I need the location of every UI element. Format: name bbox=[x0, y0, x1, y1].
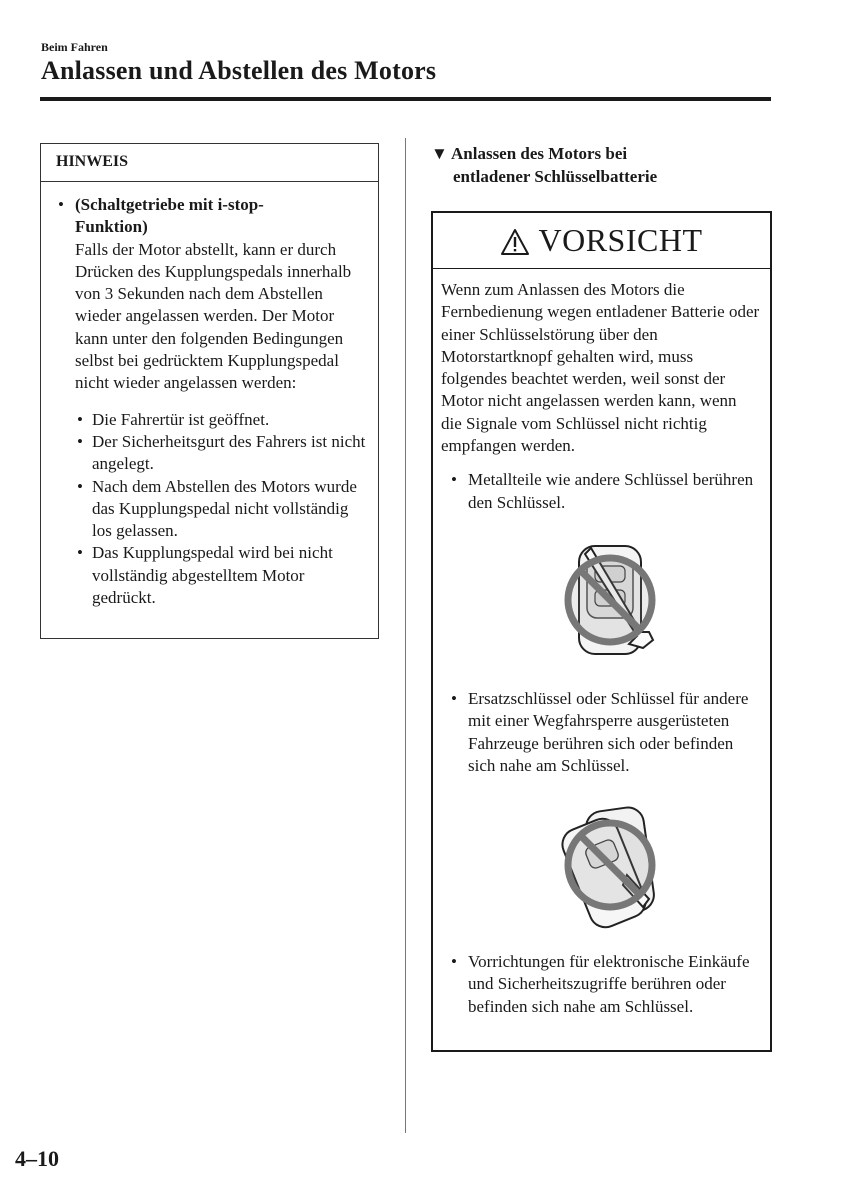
note-heading bbox=[75, 194, 366, 239]
caution-header bbox=[433, 213, 770, 269]
note-box bbox=[40, 143, 379, 639]
bullet-dot: • bbox=[451, 952, 457, 972]
section-heading bbox=[431, 143, 657, 188]
bullet-dot: • bbox=[77, 476, 83, 496]
condition-item: • Nach dem Abstellen des Motors wurde das Kupplungspedal nicht vollständig los gelassen. bbox=[77, 476, 357, 541]
column-divider bbox=[405, 138, 406, 1133]
caution-item: • Ersatzschlüssel oder Schlüssel für andere mit einer Wegfahrsperre ausgerüsteten Fahrzeuge berühren sich oder befinden sich nahe am Schlüssel. bbox=[451, 688, 749, 775]
note-label: HINWEIS bbox=[41, 144, 378, 182]
warning-triangle-icon bbox=[500, 228, 530, 256]
triangle-icon: ▼ bbox=[431, 144, 448, 163]
condition-list bbox=[75, 409, 366, 610]
condition-item: • Die Fahrertür ist geöffnet. bbox=[75, 409, 366, 431]
caution-item: • Vorrichtungen für elektronische Einkäufe und Sicherheitszugriffe berühren oder befinden sich nahe am Schlüssel. bbox=[451, 952, 750, 1016]
bullet-dot: • bbox=[451, 470, 457, 490]
caution-intro: Wenn zum Anlassen des Motors die Fernbedienung wegen entladener Batterie oder einer Schlüsselstörung über den Motorstartknopf gehalten wird, muss folgendes beachtet werden, weil sonst der Motor nicht angelassen werden kann, wenn die Signale vom Schlüssel nicht richtig empfangen werden. bbox=[441, 280, 760, 456]
page-number: 4–10 bbox=[15, 1146, 59, 1171]
bullet-dot: • bbox=[77, 431, 83, 451]
caution-label: VORSICHT bbox=[538, 222, 703, 258]
condition-item: • Der Sicherheitsgurt des Fahrers ist nicht angelegt. bbox=[77, 431, 366, 474]
note-bullet: • bbox=[58, 195, 64, 214]
section-label: Beim Fahren bbox=[41, 40, 108, 54]
section-title-line2: entladener Schlüsselbatterie bbox=[453, 166, 658, 186]
section-title-line1: Anlassen des Motors bei bbox=[451, 144, 628, 163]
key-with-metal-image bbox=[557, 536, 667, 666]
bullet-dot: • bbox=[77, 409, 83, 429]
note-body bbox=[41, 182, 378, 609]
note-heading-line1: (Schaltgetriebe mit i-stop- bbox=[75, 195, 264, 214]
note-heading-line2: Funktion) bbox=[75, 217, 148, 237]
bullet-dot: • bbox=[77, 543, 83, 563]
page-title: Anlassen und Abstellen des Motors bbox=[41, 56, 437, 85]
caution-body bbox=[433, 269, 770, 1018]
caution-item: • Metallteile wie andere Schlüssel berühren den Schlüssel. bbox=[451, 470, 754, 512]
caution-box bbox=[431, 211, 772, 1052]
key-metal-illustration bbox=[441, 514, 760, 682]
two-keys-illustration bbox=[441, 777, 760, 945]
bullet-dot: • bbox=[451, 688, 457, 708]
two-keys-image bbox=[557, 803, 667, 933]
header-rule bbox=[40, 97, 771, 101]
condition-item: • Das Kupplungspedal wird bei nicht vollständig abgestelltem Motor gedrückt. bbox=[77, 543, 333, 608]
note-paragraph: Falls der Motor abstellt, kann er durch Drücken des Kupplungspedals innerhalb von 3 Sekunden nach dem Abstellen wieder angelassen werden. Der Motor kann unter den folgenden Bedingungen selbst bei gedrücktem Kupplungspedal nicht wieder angelassen werden: bbox=[75, 239, 352, 393]
